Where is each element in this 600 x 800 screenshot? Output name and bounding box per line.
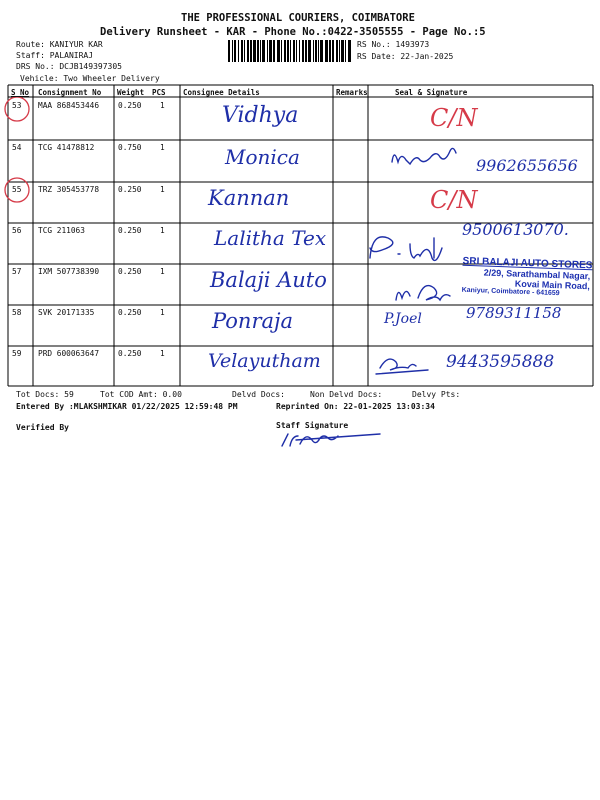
row-sno: 59 — [12, 349, 22, 358]
signature-text: P.Joel — [384, 311, 422, 327]
row-pcs: 1 — [160, 308, 165, 317]
route-label: Route: KANIYUR KAR — [16, 40, 103, 49]
row-sno: 58 — [12, 308, 22, 317]
delivery-points: Delvy Pts: — [412, 390, 461, 399]
phone-handwritten: 9962655656 — [476, 156, 578, 175]
delivered-docs: Delvd Docs: — [232, 390, 285, 399]
rs-date: RS Date: 22-Jan-2025 — [357, 52, 454, 61]
row-sno: 55 — [12, 185, 22, 194]
shop-stamp — [461, 256, 591, 306]
vehicle-label: Vehicle: Two Wheeler Delivery — [20, 74, 160, 83]
drs-label: DRS No.: DCJB149397305 — [16, 62, 122, 71]
row-sno: 54 — [12, 143, 22, 152]
row-weight: 0.250 — [118, 267, 142, 276]
row-consignment-no: IXM 507738390 — [38, 267, 100, 276]
stamp-line-4: Kaniyur, Coimbatore - 641659 — [461, 286, 560, 298]
seal-cn: C/N — [430, 186, 478, 214]
handwritten-consignee: Balaji Auto — [210, 268, 327, 292]
row-weight: 0.250 — [118, 308, 142, 317]
company-title: THE PROFESSIONAL COURIERS, COIMBATORE — [181, 12, 415, 24]
phone-handwritten: 9443595888 — [446, 352, 555, 372]
row-pcs: 1 — [160, 267, 165, 276]
col-sno: S No — [11, 88, 30, 97]
non-delivered-docs: Non Delvd Docs: — [310, 390, 383, 399]
handwritten-consignee: Velayutham — [208, 350, 321, 372]
handwritten-consignee: Ponraja — [212, 309, 294, 333]
staff-signature-label: Staff Signature — [276, 421, 349, 430]
rs-number: RS No.: 1493973 — [357, 40, 430, 49]
row-weight: 0.250 — [118, 101, 142, 110]
col-consignment: Consignment No — [38, 88, 102, 97]
col-seal: Seal & Signature — [395, 88, 468, 97]
row-sno: 56 — [12, 226, 22, 235]
total-cod: Tot COD Amt: 0.00 — [100, 390, 182, 399]
row-pcs: 1 — [160, 101, 165, 110]
col-consignee: Consignee Details — [183, 88, 260, 97]
row-consignment-no: MAA 868453446 — [38, 101, 100, 110]
stamp-line-2: 2/29, Sarathambal Nagar, — [483, 267, 591, 282]
handwritten-consignee: Kannan — [208, 186, 290, 210]
row-consignment-no: TCG 211063 — [38, 226, 85, 235]
seal-cn: C/N — [430, 104, 478, 132]
stamp-line-3: Kovai Main Road, — [514, 278, 591, 292]
row-weight: 0.250 — [118, 185, 142, 194]
handwritten-consignee: Lalitha Tex — [214, 226, 327, 250]
staff-label: Staff: PALANIRAJ — [16, 51, 94, 60]
reprinted-on: Reprinted On: 22-01-2025 13:03:34 — [276, 402, 435, 411]
col-remarks: Remarks — [336, 88, 368, 97]
col-weight: Weight — [117, 88, 145, 97]
handwritten-consignee: Vidhya — [222, 103, 299, 128]
verified-by: Verified By — [16, 423, 69, 432]
row-sno: 53 — [12, 101, 22, 110]
handwritten-consignee: Monica — [225, 145, 300, 169]
row-weight: 0.250 — [118, 226, 142, 235]
row-consignment-no: TRZ 305453778 — [38, 185, 100, 194]
row-sno: 57 — [12, 267, 22, 276]
total-docs: Tot Docs: 59 — [16, 390, 74, 399]
phone-handwritten: 9789311158 — [466, 304, 562, 322]
row-consignment-no: PRD 600063647 — [38, 349, 100, 358]
row-pcs: 1 — [160, 143, 165, 152]
row-consignment-no: TCG 41478812 — [38, 143, 95, 152]
phone-handwritten: 9500613070. — [462, 220, 569, 239]
col-pcs: PCS — [152, 88, 166, 97]
row-consignment-no: SVK 20171335 — [38, 308, 95, 317]
runsheet-title: Delivery Runsheet - KAR - Phone No.:0422-3505555 - Page No.:5 — [100, 26, 486, 38]
row-weight: 0.250 — [118, 349, 142, 358]
row-pcs: 1 — [160, 185, 165, 194]
row-weight: 0.750 — [118, 143, 142, 152]
row-pcs: 1 — [160, 226, 165, 235]
entered-by: Entered By :MLAKSHMIKAR 01/22/2025 12:59:48 PM — [16, 402, 238, 411]
stamp-line-1: SRI BALAJI AUTO STORES — [462, 255, 593, 272]
row-pcs: 1 — [160, 349, 165, 358]
